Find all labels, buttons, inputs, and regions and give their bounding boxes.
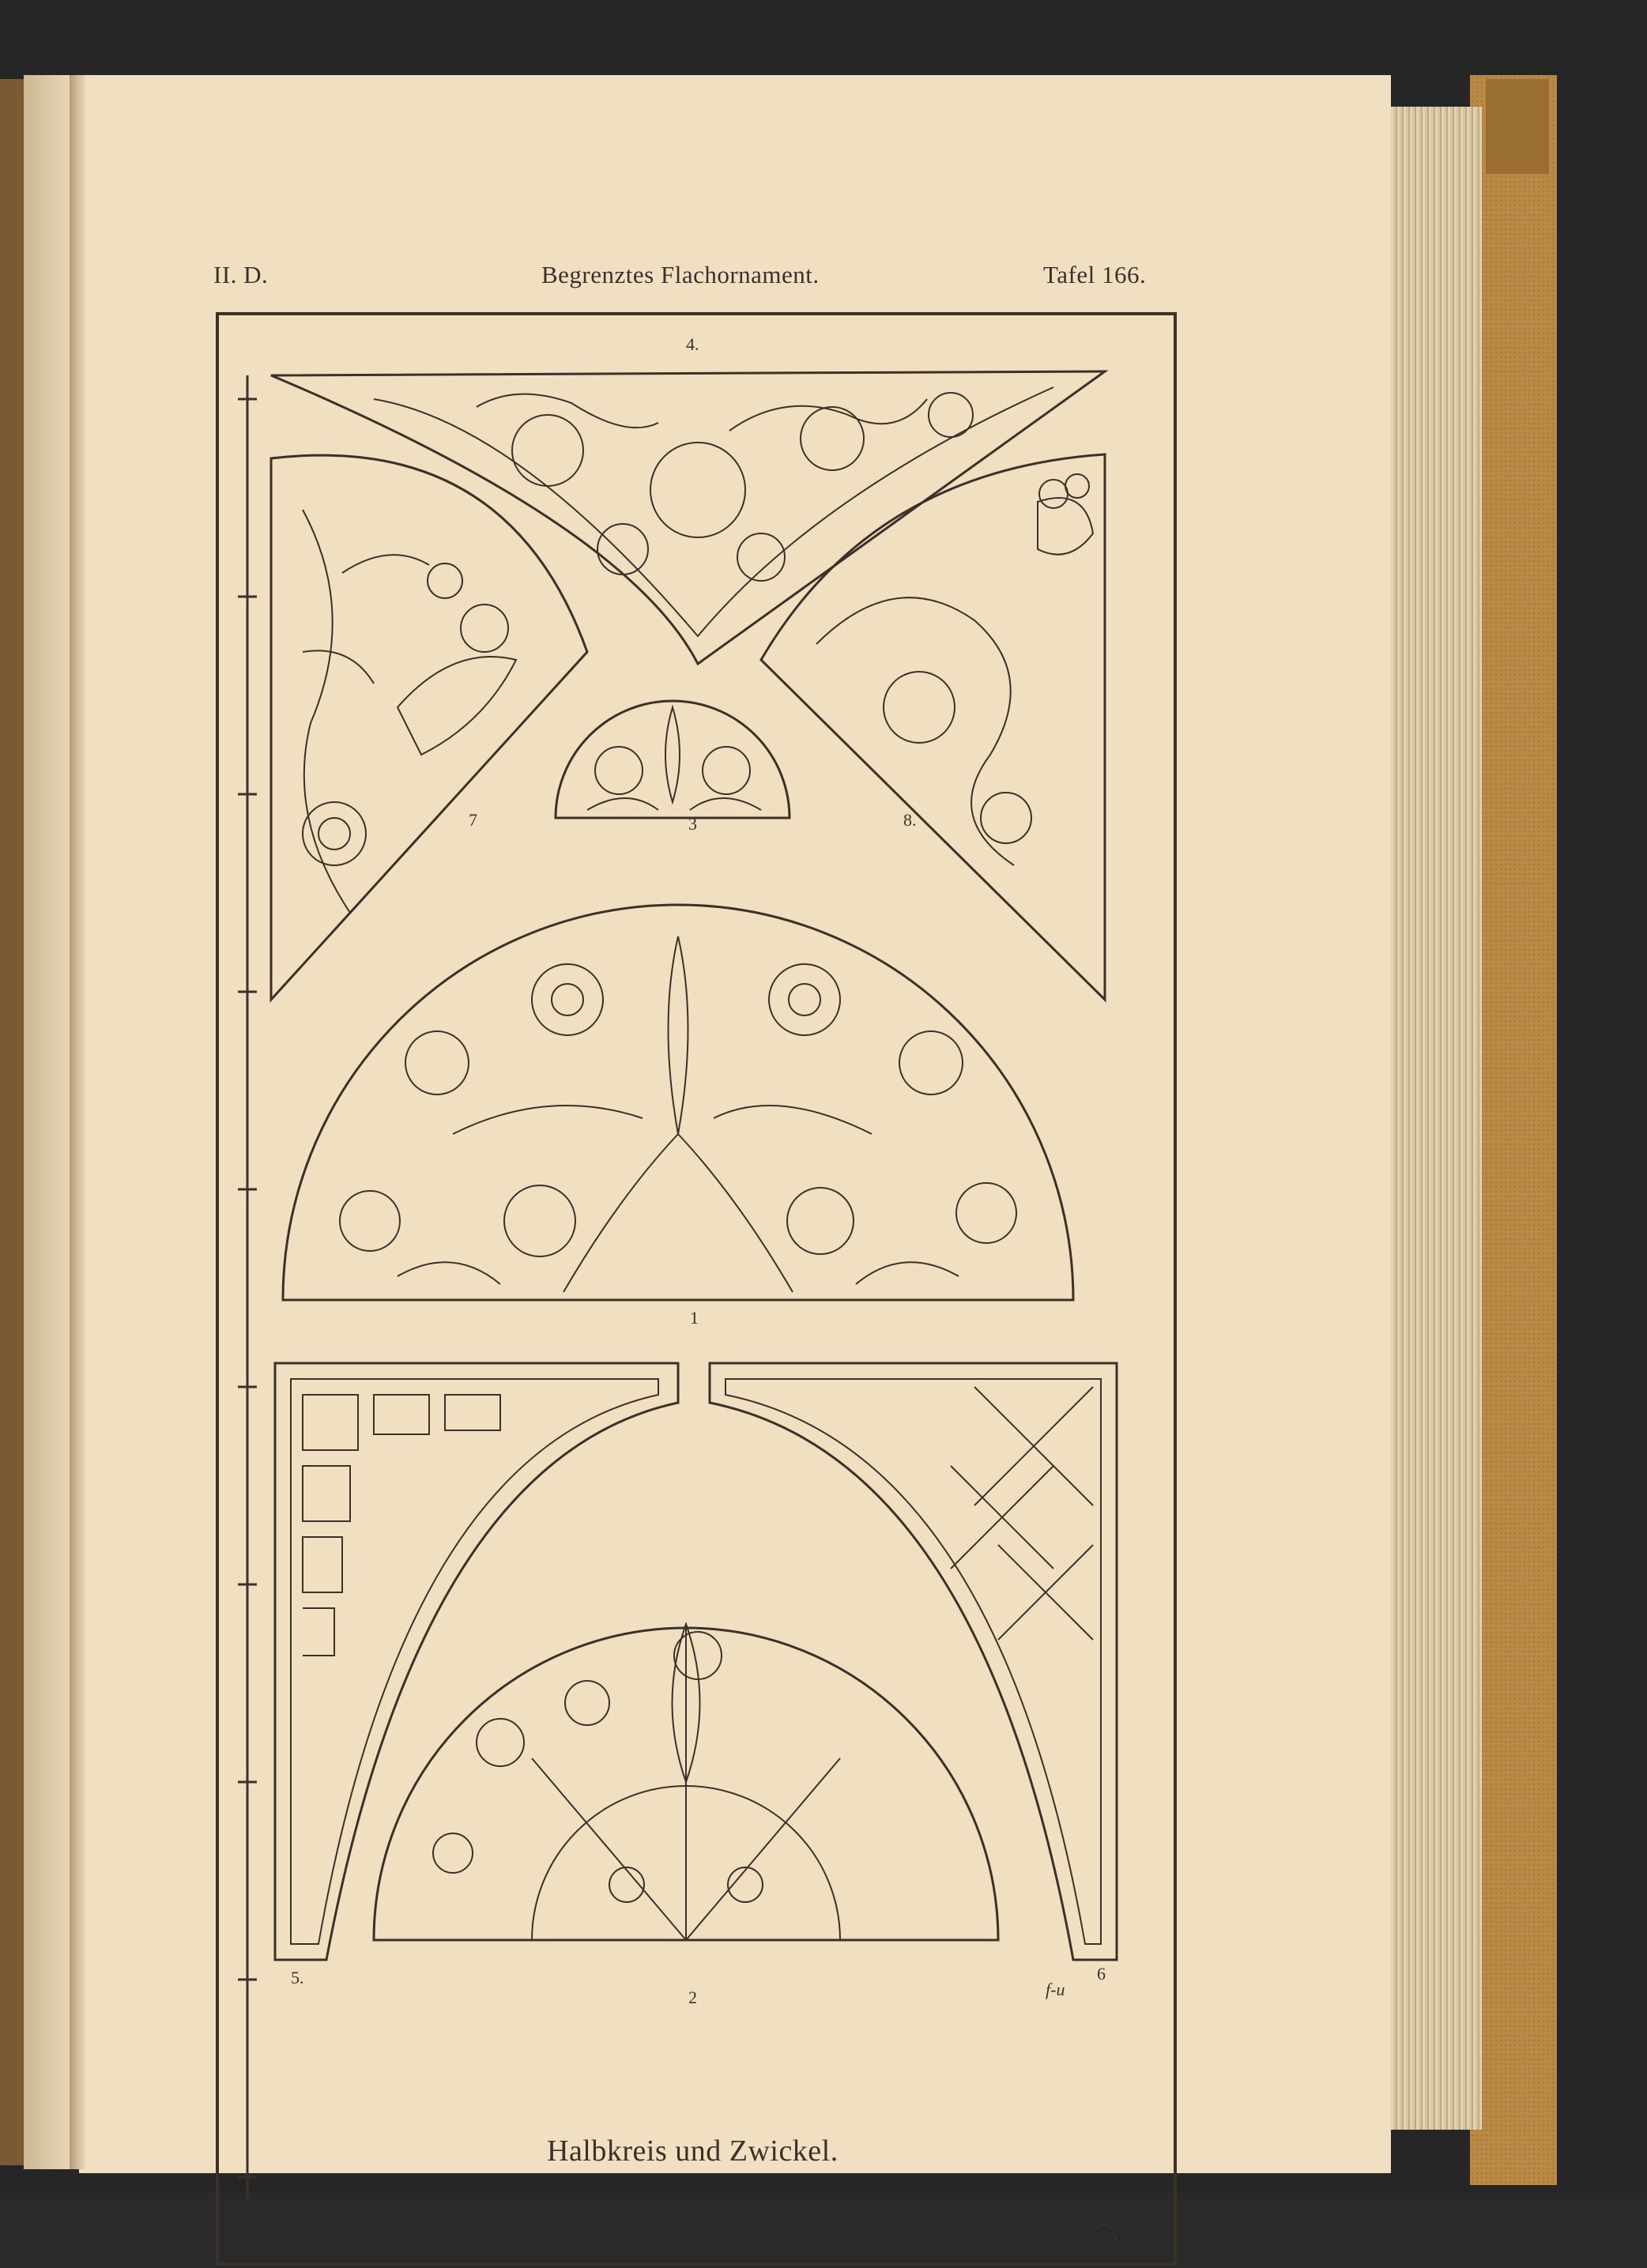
fig4-leaves xyxy=(477,393,973,581)
ornament-drawing xyxy=(216,312,1177,2268)
signature-mark xyxy=(1097,2225,1117,2240)
fig8-ornament xyxy=(816,474,1093,865)
fig6-spandrel xyxy=(710,1363,1117,1960)
fig4-spandrel xyxy=(271,371,1105,664)
fig-label-7: 7 xyxy=(469,810,477,830)
fig-label-2: 2 xyxy=(688,1987,697,2007)
plate-number: Tafel 166. xyxy=(1043,261,1147,288)
page-block-edges xyxy=(1387,107,1482,2130)
fig-label-5: 5. xyxy=(291,1968,304,1987)
gutter-shadow xyxy=(70,75,87,2169)
section-label: II. D. xyxy=(213,261,269,288)
fig-label-3: 3 xyxy=(688,814,697,834)
cover-corner xyxy=(1486,79,1549,174)
right-cover-board xyxy=(1470,75,1557,2185)
fig8-quarter xyxy=(761,454,1105,1000)
fig1-ornament xyxy=(340,936,1016,1292)
fig-label-4: 4. xyxy=(686,334,699,354)
fig-label-6: 6 xyxy=(1097,1964,1106,1984)
signature: f-u xyxy=(1046,1980,1065,1999)
fig7-quarter xyxy=(271,455,587,1000)
fig6-interlace xyxy=(726,1379,1101,1944)
ornament-plate xyxy=(216,312,1177,2268)
fig-label-8: 8. xyxy=(903,810,917,830)
fig3-ornament xyxy=(587,707,761,810)
fig5-meander xyxy=(291,1379,658,1944)
fig1-semicircle xyxy=(283,905,1073,1300)
plate-frame xyxy=(217,314,1175,2264)
fig2-ornament xyxy=(433,1624,840,1940)
fig-label-1: 1 xyxy=(690,1308,699,1328)
fig7-ornament xyxy=(303,510,516,913)
running-title: Begrenztes Flachornament. xyxy=(541,261,820,288)
plate-caption: Halbkreis und Zwickel. xyxy=(547,2134,839,2168)
